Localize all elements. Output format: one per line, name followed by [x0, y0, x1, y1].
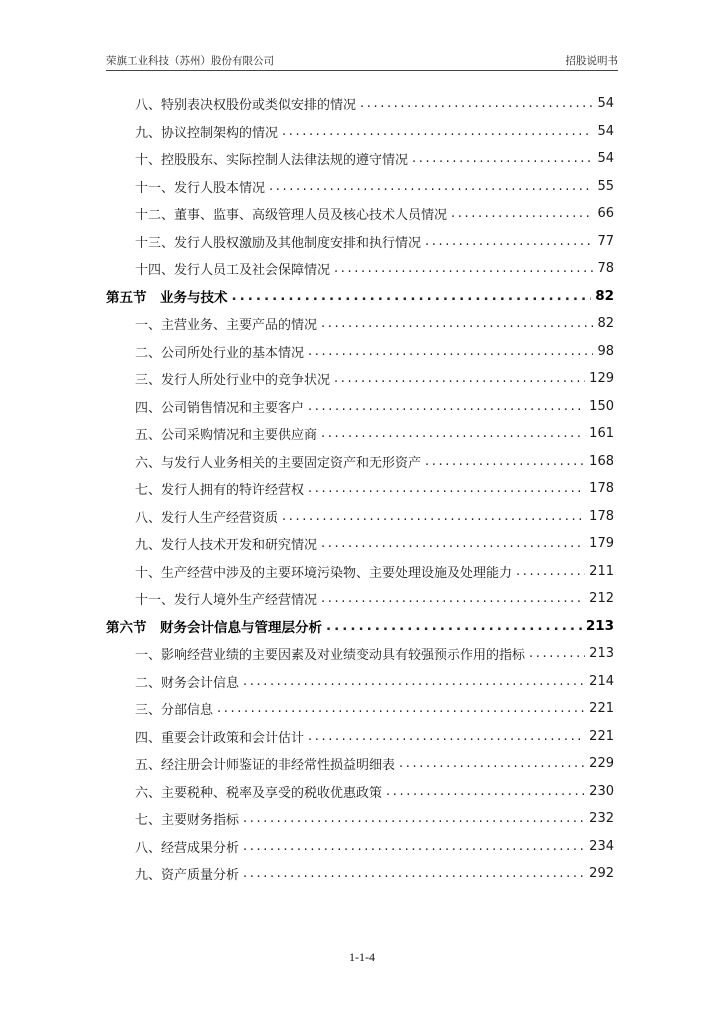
toc-entry-title: 二、公司所处行业的基本情况 [135, 345, 305, 361]
toc-entry[interactable] [106, 503, 614, 531]
toc-dot-leader [321, 426, 585, 441]
toc-entry[interactable] [106, 778, 614, 806]
toc-entry-page-number: 211 [589, 563, 614, 579]
toc-entry-title: 九、发行人技术开发和研究情况 [135, 538, 318, 554]
toc-entry-title: 二、财务会计信息 [135, 675, 240, 691]
toc-dot-leader [308, 481, 585, 496]
header-document-type: 招股说明书 [565, 55, 618, 67]
toc-entry[interactable] [106, 310, 614, 338]
toc-entry-page-number: 292 [589, 866, 614, 882]
toc-entry[interactable] [106, 338, 614, 366]
toc-dot-leader [269, 179, 593, 194]
toc-dot-leader [282, 509, 585, 524]
toc-entry-page-number: 78 [597, 261, 614, 277]
toc-entry-page-number: 168 [589, 453, 614, 469]
toc-dot-leader [326, 618, 582, 634]
toc-dot-leader [399, 756, 585, 771]
toc-dot-leader [386, 784, 585, 799]
table-of-contents [106, 90, 614, 888]
toc-entry[interactable] [106, 475, 614, 503]
toc-entry-title: 四、公司销售情况和主要客户 [135, 400, 305, 416]
toc-entry-title: 八、特别表决权股份或类似安排的情况 [135, 98, 357, 114]
toc-entry-title: 十三、发行人股权激励及其他制度安排和执行情况 [135, 235, 422, 251]
toc-entry-page-number: 161 [589, 426, 614, 442]
toc-entry[interactable] [106, 723, 614, 751]
toc-entry-title: 一、主营业务、主要产品的情况 [135, 318, 318, 334]
toc-dot-leader [425, 234, 593, 249]
toc-dot-leader [308, 344, 593, 359]
toc-dot-leader [334, 261, 593, 276]
toc-entry-page-number: 150 [589, 398, 614, 414]
toc-entry-page-number: 129 [589, 371, 614, 387]
toc-dot-leader [243, 866, 585, 881]
toc-entry-title: 十四、发行人员工及社会保障情况 [135, 263, 331, 279]
toc-entry-title: 一、影响经营业绩的主要因素及对业绩变动具有较强预示作用的指标 [135, 648, 526, 664]
toc-entry-page-number: 221 [589, 701, 614, 717]
toc-dot-leader [321, 536, 585, 551]
toc-entry-title: 十二、董事、监事、高级管理人员及核心技术人员情况 [135, 208, 448, 224]
toc-dot-leader [425, 454, 585, 469]
toc-entry-title: 九、协议控制架构的情况 [135, 125, 279, 141]
toc-entry-page-number: 179 [589, 536, 614, 552]
toc-entry-title: 五、公司采购情况和主要供应商 [135, 428, 318, 444]
page-header [106, 52, 618, 71]
toc-entry-title: 七、发行人拥有的特许经营权 [135, 483, 305, 499]
toc-entry-title: 四、重要会计政策和会计估计 [135, 730, 305, 746]
toc-entry-title: 六、与发行人业务相关的主要固定资产和无形资产 [135, 455, 422, 471]
toc-entry-title: 九、资产质量分析 [135, 868, 240, 884]
toc-entry-title: 五、经注册会计师鉴证的非经常性损益明细表 [135, 758, 396, 774]
toc-entry-title: 六、主要税种、税率及享受的税收优惠政策 [135, 785, 383, 801]
toc-entry[interactable] [106, 420, 614, 448]
toc-dot-leader [217, 701, 585, 716]
toc-section-entry[interactable] [106, 613, 614, 641]
toc-entry-page-number: 221 [589, 728, 614, 744]
toc-dot-leader [516, 564, 585, 579]
toc-entry-title: 十、控股股东、实际控制人法律法规的遵守情况 [135, 153, 409, 169]
toc-dot-leader [529, 646, 585, 661]
toc-entry-title: 十一、发行人境外生产经营情况 [135, 593, 318, 609]
toc-section-entry[interactable] [106, 283, 614, 311]
toc-entry[interactable] [106, 255, 614, 283]
toc-entry-page-number: 214 [589, 673, 614, 689]
toc-entry-page-number: 98 [597, 343, 614, 359]
toc-entry-page-number: 234 [589, 838, 614, 854]
toc-entry-title: 八、发行人生产经营资质 [135, 510, 279, 526]
toc-entry[interactable] [106, 90, 614, 118]
toc-entry-page-number: 178 [589, 508, 614, 524]
toc-entry[interactable] [106, 585, 614, 613]
toc-entry-page-number: 230 [589, 783, 614, 799]
toc-entry[interactable] [106, 200, 614, 228]
toc-entry[interactable] [106, 228, 614, 256]
toc-entry-page-number: 229 [589, 756, 614, 772]
toc-dot-leader [308, 399, 585, 414]
toc-entry-title: 七、主要财务指标 [135, 813, 240, 829]
toc-entry[interactable] [106, 750, 614, 778]
toc-dot-leader [451, 206, 593, 221]
toc-entry[interactable] [106, 558, 614, 586]
toc-entry[interactable] [106, 668, 614, 696]
toc-entry[interactable] [106, 365, 614, 393]
toc-entry-page-number: 232 [589, 811, 614, 827]
toc-entry-page-number: 54 [597, 96, 614, 112]
toc-dot-leader [243, 811, 585, 826]
toc-entry-page-number: 178 [589, 481, 614, 497]
toc-entry[interactable] [106, 695, 614, 723]
toc-dot-leader [232, 288, 592, 304]
toc-entry-page-number: 82 [595, 288, 614, 305]
toc-entry-page-number: 213 [585, 618, 614, 635]
toc-dot-leader [321, 316, 593, 331]
toc-dot-leader [412, 151, 593, 166]
toc-entry-page-number: 55 [597, 178, 614, 194]
toc-entry[interactable] [106, 530, 614, 558]
header-company-name: 荣旗工业科技（苏州）股份有限公司 [106, 55, 274, 67]
toc-entry-page-number: 77 [597, 233, 614, 249]
toc-dot-leader [334, 371, 585, 386]
toc-entry[interactable] [106, 173, 614, 201]
toc-entry-title: 第五节 业务与技术 [106, 290, 228, 307]
toc-entry[interactable] [106, 860, 614, 888]
toc-entry-page-number: 213 [589, 646, 614, 662]
toc-dot-leader [360, 96, 593, 111]
toc-entry-page-number: 82 [597, 316, 614, 332]
toc-dot-leader [308, 729, 585, 744]
toc-dot-leader [282, 124, 593, 139]
toc-entry-title: 三、分部信息 [135, 703, 214, 719]
toc-entry-page-number: 54 [597, 151, 614, 167]
toc-entry-title: 八、经营成果分析 [135, 840, 240, 856]
toc-entry-title: 第六节 财务会计信息与管理层分析 [106, 620, 322, 637]
toc-dot-leader [243, 674, 585, 689]
toc-entry[interactable] [106, 118, 614, 146]
toc-dot-leader [321, 591, 585, 606]
toc-entry[interactable] [106, 805, 614, 833]
toc-entry-title: 十、生产经营中涉及的主要环境污染物、主要处理设施及处理能力 [135, 565, 513, 581]
toc-entry[interactable] [106, 145, 614, 173]
toc-entry[interactable] [106, 833, 614, 861]
toc-entry[interactable] [106, 393, 614, 421]
toc-entry-page-number: 54 [597, 123, 614, 139]
toc-entry[interactable] [106, 448, 614, 476]
toc-entry[interactable] [106, 640, 614, 668]
toc-entry-page-number: 66 [597, 206, 614, 222]
toc-entry-title: 十一、发行人股本情况 [135, 180, 266, 196]
toc-entry-page-number: 212 [589, 591, 614, 607]
toc-entry-title: 三、发行人所处行业中的竞争状况 [135, 373, 331, 389]
page-number: 1-1-4 [349, 950, 375, 964]
toc-dot-leader [243, 839, 585, 854]
